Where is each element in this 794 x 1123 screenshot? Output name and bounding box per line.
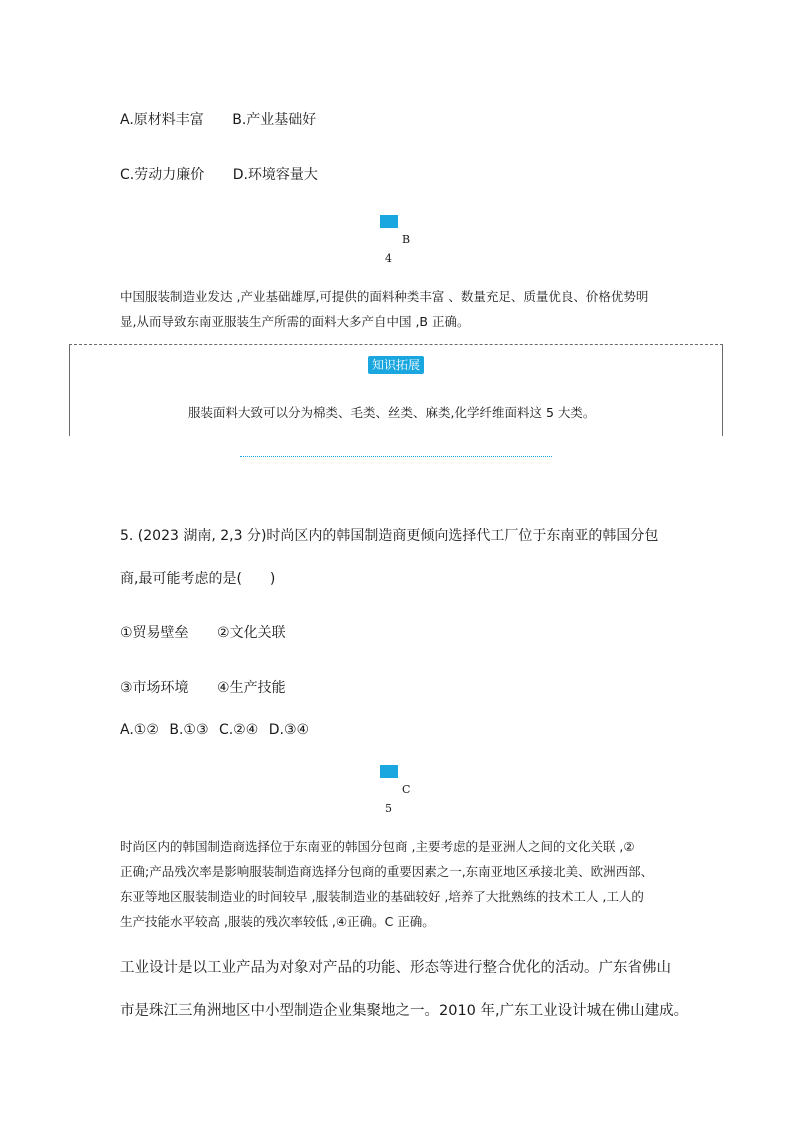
item-2: ②文化关联	[217, 625, 286, 641]
q4-answer-number: 4	[385, 252, 392, 265]
option-a: A.原材料丰富	[120, 112, 204, 128]
explanation-line: 生产技能水平较高 ,服装的残次率较低 ,④正确。C 正确。	[120, 914, 435, 929]
choice-a: A.①②	[120, 722, 159, 738]
option-b: B.产业基础好	[232, 112, 317, 128]
q5-items-row-1	[120, 622, 286, 642]
q4-answer-letter: B	[402, 233, 411, 246]
q5-explanation	[120, 834, 680, 934]
passage-line-2	[120, 999, 688, 1020]
item-3: ③市场环境	[120, 680, 189, 696]
answer-marker-icon	[380, 215, 398, 228]
choice-d: D.③④	[268, 722, 310, 738]
knowledge-extension-tag: 知识拓展	[368, 356, 424, 374]
q5-answer-number: 5	[385, 802, 392, 815]
q5-choices-row	[120, 722, 309, 738]
explanation-line: 正确;产品残次率是影响服装制造商选择分包商的重要因素之一,东南亚地区承接北美、欧洲西部、	[120, 864, 654, 879]
option-c: C.劳动力廉价	[120, 167, 205, 183]
item-4: ④生产技能	[217, 680, 286, 696]
option-d: D.环境容量大	[232, 167, 318, 183]
explanation-line: 时尚区内的韩国制造商选择位于东南亚的韩国分包商 ,主要考虑的是亚洲人之间的文化关联 ,②	[120, 839, 635, 854]
knowledge-extension-bottom-line	[240, 456, 552, 457]
passage-text: 工业设计是以工业产品为对象对产品的功能、形态等进行整合优化的活动。广东省佛山	[120, 960, 671, 976]
passage-line-1	[120, 956, 671, 977]
explanation-line: 显,从而导致东南亚服装生产所需的面料大多产自中国 ,B 正确。	[120, 314, 470, 329]
q4-explanation	[120, 284, 680, 334]
answer-marker-icon	[380, 765, 398, 778]
q5-stem-line-1: 5. (2023 湖南, 2,3 分)时尚区内的韩国制造商更倾向选择代工厂位于东南亚的韩国分包	[120, 528, 659, 544]
q4-options-row-2	[120, 164, 318, 184]
q5-items-row-2	[120, 677, 286, 697]
passage-text: 市是珠江三角洲地区中小型制造企业集聚地之一。2010 年,广东工业设计城在佛山建成。	[120, 1003, 689, 1019]
q4-options-row-1	[120, 109, 316, 129]
q5-answer-letter: C	[402, 783, 411, 796]
knowledge-extension-text: 服装面料大致可以分为棉类、毛类、丝类、麻类,化学纤维面料这 5 大类。	[188, 405, 596, 420]
choice-c: C.②④	[218, 722, 259, 738]
knowledge-extension-box	[69, 344, 723, 436]
choice-b: B.①③	[169, 722, 209, 738]
item-1: ①贸易壁垒	[120, 625, 189, 641]
q5-stem-line-2: 商,最可能考虑的是( )	[120, 571, 276, 587]
explanation-line: 中国服装制造业发达 ,产业基础雄厚,可提供的面料种类丰富 、数量充足、质量优良、价格优势明	[120, 289, 649, 304]
explanation-line: 东亚等地区服装制造业的时间较早 ,服装制造业的基础较好 ,培养了大批熟练的技术工人 ,工人的	[120, 889, 644, 904]
